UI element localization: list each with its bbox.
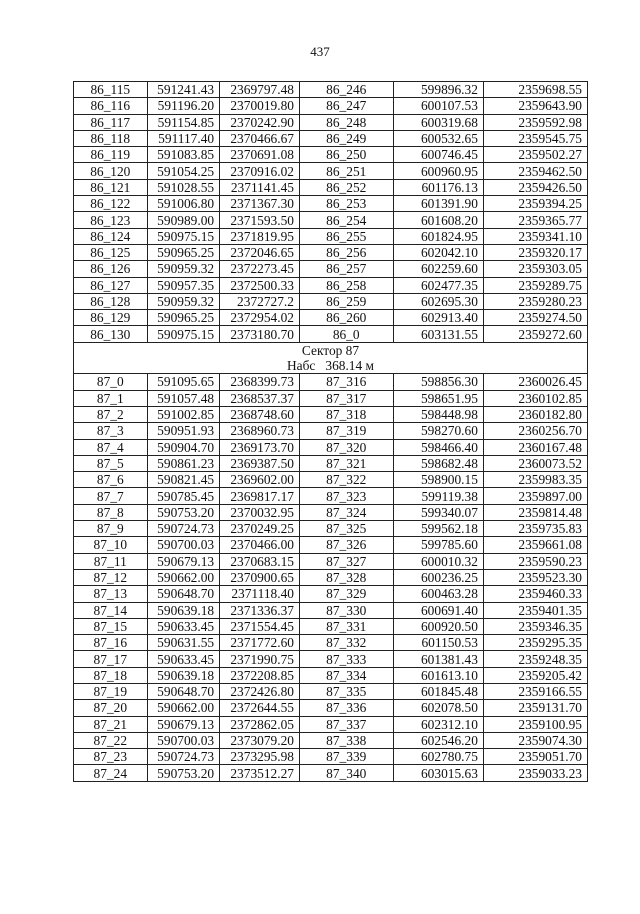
x-coordinate: 590904.70 [147,439,220,455]
point-id: 87_326 [299,537,393,553]
x-coordinate: 599562.18 [393,521,483,537]
table-row [74,130,588,146]
x-coordinate: 590975.15 [147,326,220,342]
x-coordinate: 601391.90 [393,196,483,212]
y-coordinate: 2373079.20 [220,732,300,748]
x-coordinate: 602042.10 [393,244,483,260]
point-id: 87_336 [299,700,393,716]
table-row [74,602,588,618]
x-coordinate: 600920.50 [393,618,483,634]
table-row [74,553,588,569]
y-coordinate: 2370249.25 [220,521,300,537]
table-row [74,635,588,651]
point-id: 87_7 [74,488,148,504]
point-id: 86_249 [299,130,393,146]
y-coordinate: 2372273.45 [220,261,300,277]
height-label: Набс [286,358,316,374]
x-coordinate: 602546.20 [393,732,483,748]
y-coordinate: 2360182.80 [483,406,587,422]
table-row [74,569,588,585]
y-coordinate: 2371772.60 [220,635,300,651]
point-id: 86_254 [299,212,393,228]
x-coordinate: 599896.32 [393,82,483,98]
x-coordinate: 602780.75 [393,749,483,765]
point-id: 87_323 [299,488,393,504]
point-id: 87_13 [74,586,148,602]
x-coordinate: 600532.65 [393,130,483,146]
x-coordinate: 590662.00 [147,569,220,585]
x-coordinate: 591002.85 [147,406,220,422]
point-id: 87_320 [299,439,393,455]
point-id: 87_333 [299,651,393,667]
x-coordinate: 590975.15 [147,228,220,244]
point-id: 87_317 [299,390,393,406]
table-row [74,586,588,602]
point-id: 87_21 [74,716,148,732]
x-coordinate: 591095.65 [147,374,220,390]
point-id: 87_318 [299,406,393,422]
y-coordinate: 2359401.35 [483,602,587,618]
x-coordinate: 601845.48 [393,683,483,699]
x-coordinate: 590724.73 [147,749,220,765]
y-coordinate: 2370916.02 [220,163,300,179]
table-row [74,326,588,342]
point-id: 87_23 [74,749,148,765]
table-row [74,472,588,488]
y-coordinate: 2359303.05 [483,261,587,277]
y-coordinate: 2359462.50 [483,163,587,179]
point-id: 87_9 [74,521,148,537]
y-coordinate: 2359274.50 [483,310,587,326]
sector-title: Сектор 87 [74,342,588,358]
x-coordinate: 601613.10 [393,667,483,683]
x-coordinate: 590989.00 [147,212,220,228]
point-id: 87_22 [74,732,148,748]
point-id: 86_257 [299,261,393,277]
y-coordinate: 2359365.77 [483,212,587,228]
point-id: 86_120 [74,163,148,179]
point-id: 86_248 [299,114,393,130]
y-coordinate: 2372046.65 [220,244,300,260]
y-coordinate: 2359346.35 [483,618,587,634]
y-coordinate: 2372727.2 [220,293,300,309]
y-coordinate: 2368537.37 [220,390,300,406]
x-coordinate: 590700.03 [147,732,220,748]
table-row [74,406,588,422]
point-id: 86_115 [74,82,148,98]
table-row [74,310,588,326]
point-id: 86_255 [299,228,393,244]
y-coordinate: 2359661.08 [483,537,587,553]
x-coordinate: 598651.95 [393,390,483,406]
x-coordinate: 601381.43 [393,651,483,667]
point-id: 87_340 [299,765,393,781]
y-coordinate: 2359502.27 [483,147,587,163]
table-row [74,163,588,179]
x-coordinate: 599119.38 [393,488,483,504]
y-coordinate: 2360073.52 [483,455,587,471]
table-row [74,374,588,390]
point-id: 87_335 [299,683,393,699]
point-id: 87_329 [299,586,393,602]
point-id: 87_15 [74,618,148,634]
x-coordinate: 591054.25 [147,163,220,179]
y-coordinate: 2359698.55 [483,82,587,98]
y-coordinate: 2373180.70 [220,326,300,342]
table-row [74,98,588,114]
point-id: 87_1 [74,390,148,406]
table-row [74,765,588,781]
y-coordinate: 2373295.98 [220,749,300,765]
x-coordinate: 599785.60 [393,537,483,553]
y-coordinate: 2369797.48 [220,82,300,98]
x-coordinate: 591117.40 [147,130,220,146]
table-row [74,618,588,634]
point-id: 86_124 [74,228,148,244]
y-coordinate: 2359592.98 [483,114,587,130]
y-coordinate: 2359033.23 [483,765,587,781]
x-coordinate: 599340.07 [393,504,483,520]
x-coordinate: 600960.95 [393,163,483,179]
x-coordinate: 591196.20 [147,98,220,114]
table-row [74,716,588,732]
x-coordinate: 603131.55 [393,326,483,342]
point-id: 86_250 [299,147,393,163]
y-coordinate: 2359074.30 [483,732,587,748]
y-coordinate: 2359100.95 [483,716,587,732]
y-coordinate: 2371141.45 [220,179,300,195]
x-coordinate: 602913.40 [393,310,483,326]
x-coordinate: 590639.18 [147,602,220,618]
x-coordinate: 590951.93 [147,423,220,439]
y-coordinate: 2369602.00 [220,472,300,488]
table-row [74,261,588,277]
point-id: 87_328 [299,569,393,585]
x-coordinate: 601150.53 [393,635,483,651]
x-coordinate: 600691.40 [393,602,483,618]
x-coordinate: 598682.48 [393,455,483,471]
x-coordinate: 590648.70 [147,586,220,602]
table-row [74,196,588,212]
table-row [74,244,588,260]
x-coordinate: 590753.20 [147,504,220,520]
x-coordinate: 590633.45 [147,651,220,667]
sector-title-row [74,342,588,358]
point-id: 86_119 [74,147,148,163]
point-id: 87_18 [74,667,148,683]
point-id: 87_3 [74,423,148,439]
point-id: 86_258 [299,277,393,293]
y-coordinate: 2359545.75 [483,130,587,146]
point-id: 86_118 [74,130,148,146]
point-id: 86_127 [74,277,148,293]
table-row [74,277,588,293]
point-id: 87_332 [299,635,393,651]
point-id: 87_11 [74,553,148,569]
y-coordinate: 2359814.48 [483,504,587,520]
point-id: 87_16 [74,635,148,651]
point-id: 87_19 [74,683,148,699]
y-coordinate: 2359131.70 [483,700,587,716]
point-id: 86_122 [74,196,148,212]
table-row [74,749,588,765]
table-row [74,228,588,244]
point-id: 86_121 [74,179,148,195]
point-id: 87_5 [74,455,148,471]
point-id: 87_24 [74,765,148,781]
table-row [74,455,588,471]
y-coordinate: 2371336.37 [220,602,300,618]
y-coordinate: 2370019.80 [220,98,300,114]
x-coordinate: 602312.10 [393,716,483,732]
table-row [74,732,588,748]
point-id: 87_4 [74,439,148,455]
table-row [74,439,588,455]
point-id: 87_0 [74,374,148,390]
table-row [74,700,588,716]
point-id: 87_20 [74,700,148,716]
table-row [74,521,588,537]
point-id: 87_324 [299,504,393,520]
x-coordinate: 590639.18 [147,667,220,683]
point-id: 87_330 [299,602,393,618]
y-coordinate: 2359897.00 [483,488,587,504]
x-coordinate: 603015.63 [393,765,483,781]
y-coordinate: 2370466.00 [220,537,300,553]
point-id: 86_123 [74,212,148,228]
point-id: 87_316 [299,374,393,390]
y-coordinate: 2372208.85 [220,667,300,683]
point-id: 86_129 [74,310,148,326]
x-coordinate: 590965.25 [147,310,220,326]
x-coordinate: 591083.85 [147,147,220,163]
y-coordinate: 2370466.67 [220,130,300,146]
point-id: 87_334 [299,667,393,683]
x-coordinate: 598270.60 [393,423,483,439]
x-coordinate: 601176.13 [393,179,483,195]
table-section-sector-86 [74,82,588,343]
y-coordinate: 2359426.50 [483,179,587,195]
point-id: 86_260 [299,310,393,326]
y-coordinate: 2368748.60 [220,406,300,422]
y-coordinate: 2359205.42 [483,667,587,683]
table-row [74,667,588,683]
y-coordinate: 2370683.15 [220,553,300,569]
x-coordinate: 590965.25 [147,244,220,260]
point-id: 87_331 [299,618,393,634]
point-id: 87_337 [299,716,393,732]
table-row [74,683,588,699]
y-coordinate: 2359394.25 [483,196,587,212]
y-coordinate: 2371367.30 [220,196,300,212]
y-coordinate: 2359735.83 [483,521,587,537]
point-id: 86_125 [74,244,148,260]
sector-height-row [74,358,588,374]
x-coordinate: 591057.48 [147,390,220,406]
x-coordinate: 590648.70 [147,683,220,699]
y-coordinate: 2359320.17 [483,244,587,260]
y-coordinate: 2371819.95 [220,228,300,244]
point-id: 87_10 [74,537,148,553]
point-id: 87_325 [299,521,393,537]
table-row [74,504,588,520]
point-id: 87_6 [74,472,148,488]
x-coordinate: 590679.13 [147,553,220,569]
point-id: 87_319 [299,423,393,439]
table-row [74,390,588,406]
x-coordinate: 598856.30 [393,374,483,390]
table-section-sector-87 [74,374,588,781]
point-id: 86_116 [74,98,148,114]
y-coordinate: 2370691.08 [220,147,300,163]
point-id: 86_0 [299,326,393,342]
x-coordinate: 602695.30 [393,293,483,309]
x-coordinate: 600746.45 [393,147,483,163]
y-coordinate: 2370242.90 [220,114,300,130]
point-id: 86_251 [299,163,393,179]
point-id: 87_327 [299,553,393,569]
point-id: 86_117 [74,114,148,130]
x-coordinate: 598448.98 [393,406,483,422]
table-row [74,114,588,130]
y-coordinate: 2359272.60 [483,326,587,342]
x-coordinate: 602477.35 [393,277,483,293]
y-coordinate: 2359590.23 [483,553,587,569]
x-coordinate: 602078.50 [393,700,483,716]
y-coordinate: 2359983.35 [483,472,587,488]
table-row [74,179,588,195]
table-row [74,147,588,163]
y-coordinate: 2359289.75 [483,277,587,293]
height-value: 368.14 м [325,358,375,374]
x-coordinate: 590959.32 [147,261,220,277]
y-coordinate: 2359295.35 [483,635,587,651]
point-id: 87_322 [299,472,393,488]
y-coordinate: 2360102.85 [483,390,587,406]
point-id: 87_14 [74,602,148,618]
point-id: 86_126 [74,261,148,277]
point-id: 86_253 [299,196,393,212]
x-coordinate: 590957.35 [147,277,220,293]
table-row [74,82,588,98]
table-row [74,488,588,504]
x-coordinate: 590631.55 [147,635,220,651]
y-coordinate: 2370032.95 [220,504,300,520]
point-id: 87_2 [74,406,148,422]
point-id: 87_338 [299,732,393,748]
x-coordinate: 591154.85 [147,114,220,130]
x-coordinate: 590959.32 [147,293,220,309]
point-id: 86_252 [299,179,393,195]
y-coordinate: 2360026.45 [483,374,587,390]
y-coordinate: 2359248.35 [483,651,587,667]
y-coordinate: 2368960.73 [220,423,300,439]
sector-height [74,358,588,374]
table-row [74,212,588,228]
x-coordinate: 590785.45 [147,488,220,504]
point-id: 86_259 [299,293,393,309]
y-coordinate: 2359460.33 [483,586,587,602]
y-coordinate: 2359280.23 [483,293,587,309]
y-coordinate: 2373512.27 [220,765,300,781]
x-coordinate: 598466.40 [393,439,483,455]
x-coordinate: 602259.60 [393,261,483,277]
y-coordinate: 2372644.55 [220,700,300,716]
point-id: 87_17 [74,651,148,667]
y-coordinate: 2359341.10 [483,228,587,244]
y-coordinate: 2371593.50 [220,212,300,228]
x-coordinate: 590821.45 [147,472,220,488]
y-coordinate: 2372426.80 [220,683,300,699]
point-id: 86_256 [299,244,393,260]
y-coordinate: 2370900.65 [220,569,300,585]
x-coordinate: 600107.53 [393,98,483,114]
table-row [74,293,588,309]
x-coordinate: 601824.95 [393,228,483,244]
x-coordinate: 591006.80 [147,196,220,212]
table-row [74,423,588,439]
y-coordinate: 2372500.33 [220,277,300,293]
page-number: 437 [310,44,330,59]
point-id: 87_12 [74,569,148,585]
y-coordinate: 2368399.73 [220,374,300,390]
y-coordinate: 2360256.70 [483,423,587,439]
table-row [74,651,588,667]
x-coordinate: 590679.13 [147,716,220,732]
x-coordinate: 591241.43 [147,82,220,98]
y-coordinate: 2359643.90 [483,98,587,114]
y-coordinate: 2371990.75 [220,651,300,667]
y-coordinate: 2359051.70 [483,749,587,765]
point-id: 87_339 [299,749,393,765]
x-coordinate: 600319.68 [393,114,483,130]
x-coordinate: 598900.15 [393,472,483,488]
y-coordinate: 2359166.55 [483,683,587,699]
x-coordinate: 591028.55 [147,179,220,195]
y-coordinate: 2359523.30 [483,569,587,585]
point-id: 86_130 [74,326,148,342]
x-coordinate: 600236.25 [393,569,483,585]
x-coordinate: 590861.23 [147,455,220,471]
point-id: 87_8 [74,504,148,520]
y-coordinate: 2369817.17 [220,488,300,504]
x-coordinate: 590662.00 [147,700,220,716]
point-id: 87_321 [299,455,393,471]
table-row [74,537,588,553]
y-coordinate: 2369387.50 [220,455,300,471]
y-coordinate: 2372954.02 [220,310,300,326]
coordinates-table [73,81,588,782]
x-coordinate: 601608.20 [393,212,483,228]
x-coordinate: 590753.20 [147,765,220,781]
y-coordinate: 2369173.70 [220,439,300,455]
x-coordinate: 590724.73 [147,521,220,537]
y-coordinate: 2371554.45 [220,618,300,634]
x-coordinate: 600010.32 [393,553,483,569]
x-coordinate: 590633.45 [147,618,220,634]
sector-header [74,342,588,374]
point-id: 86_246 [299,82,393,98]
point-id: 86_128 [74,293,148,309]
y-coordinate: 2371118.40 [220,586,300,602]
x-coordinate: 600463.28 [393,586,483,602]
y-coordinate: 2372862.05 [220,716,300,732]
point-id: 86_247 [299,98,393,114]
x-coordinate: 590700.03 [147,537,220,553]
y-coordinate: 2360167.48 [483,439,587,455]
